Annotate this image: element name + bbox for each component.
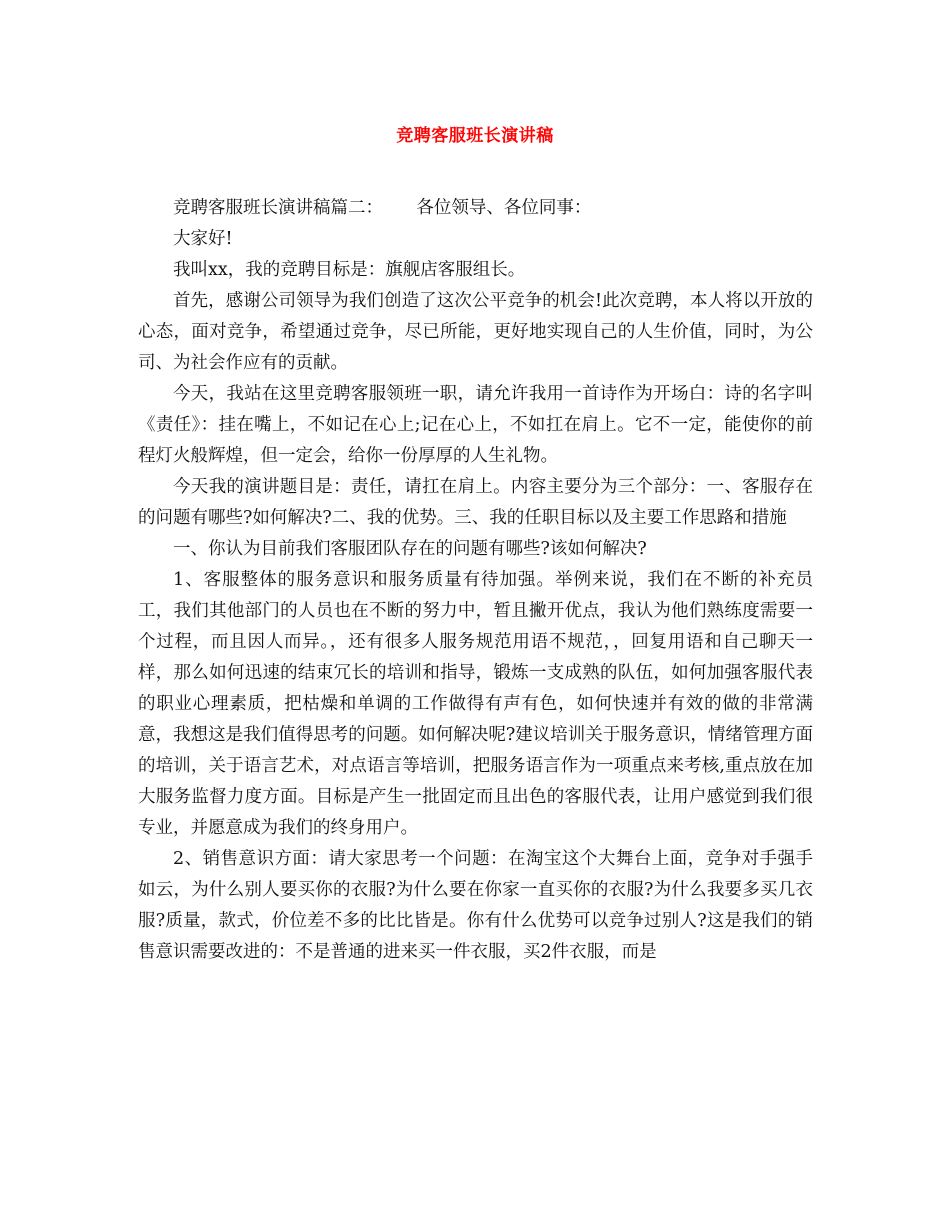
paragraph-hello: 大家好! <box>173 229 233 249</box>
paragraph-topic: 今天我的演讲题目是：责任，请扛在肩上。内容主要分为三个部分：一、客服存在的问题有哪些?如何解决?二、我的优势。三、我的任职目标以及主要工作思路和措施 <box>138 477 813 528</box>
paragraph-poem: 今天，我站在这里竞聘客服领班一职，请允许我用一首诗作为开场白：诗的名字叫《责任》：挂在嘴上，不如记在心上;记在心上，不如扛在肩上。它不一定，能使你的前程灯火般辉煌，但一定会，给你一份厚厚的人生礼物。 <box>138 384 813 466</box>
paragraph-thanks: 首先，感谢公司领导为我们创造了这次公平竞争的机会!此次竞聘，本人将以开放的心态，面对竞争，希望通过竞争，尽已所能，更好地实现自己的人生价值，同时，为公司、为社会作应有的贡献。 <box>138 291 813 373</box>
document-body <box>138 193 813 968</box>
document-title: 竞聘客服班长演讲稿 <box>396 126 554 146</box>
paragraph-service-quality: 1、客服整体的服务意识和服务质量有待加强。举例来说，我们在不断的补充员工，我们其他部门的人员也在不断的努力中，暂且撇开优点，我认为他们熟练度需要一个过程，而且因人而异。，还有很多人服务规范用语不规范，，回复用语和自己聊天一样，那么如何迅速的结束冗长的培训和指导，锻炼一支成熟的队伍，如何加强客服代表的职业心理素质，把枯燥和单调的工作做得有声有色，如何快速并有效的做的非常满意，我想这是我们值得思考的问题。如何解决呢?建议培训关于服务意识，情绪管理方面的培训，关于语言艺术，对点语言等培训，把服务语言作为一项重点来考核,重点放在加大服务监督力度方面。目标是产生一批固定而且出色的客服代表，让用户感觉到我们很专业，并愿意成为我们的终身用户。 <box>138 570 813 838</box>
paragraph-sales-awareness: 2、销售意识方面：请大家思考一个问题：在淘宝这个大舞台上面，竞争对手强手如云，为什么别人要买你的衣服?为什么要在你家一直买你的衣服?为什么我要多买几衣服?质量，款式，价位差不多的比比皆是。你有什么优势可以竞争过别人?这是我们的销售意识需要改进的：不是普通的进来买一件衣服，买2件衣服，而是 <box>138 849 813 962</box>
paragraph-introduction: 我叫xx，我的竞聘目标是：旗舰店客服组长。 <box>173 260 526 280</box>
paragraph-greeting-line: 竞聘客服班长演讲稿篇二： 各位领导、各位同事： <box>173 198 592 218</box>
paragraph-section-one-heading: 一、你认为目前我们客服团队存在的问题有哪些?该如何解决? <box>173 539 647 559</box>
